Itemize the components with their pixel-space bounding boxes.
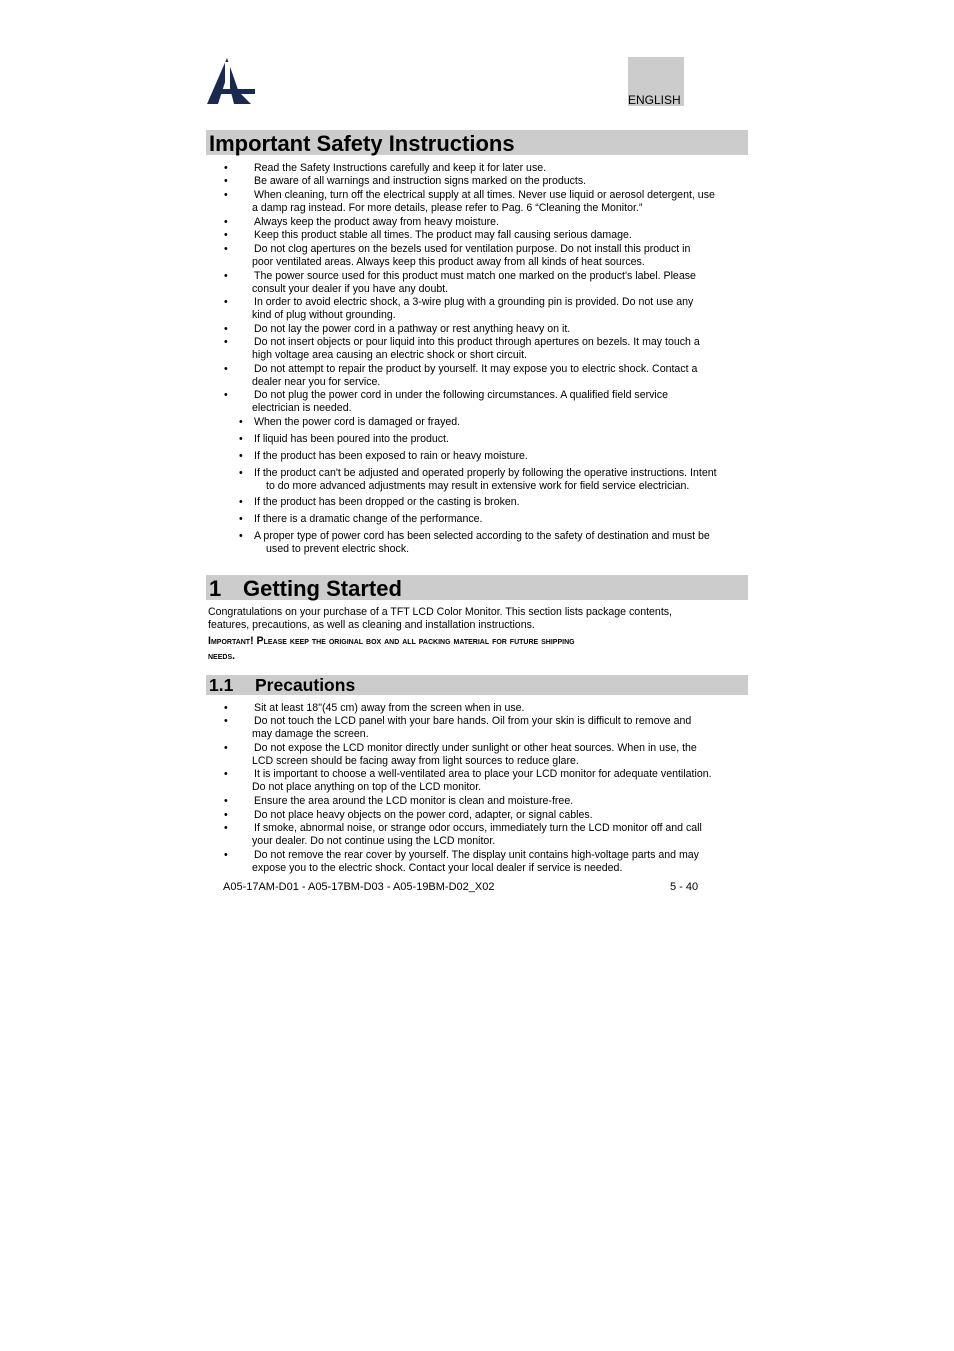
list-item-text: If smoke, abnormal noise, or strange odor occurs, immediately turn the LCD monitor off and call bbox=[254, 822, 702, 834]
list-item-text: a damp rag instead. For more details, please refer to Pag. 6 “Cleaning the Monitor.” bbox=[252, 202, 643, 214]
company-logo-icon bbox=[207, 56, 255, 106]
list-item-text: When cleaning, turn off the electrical supply at all times. Never use liquid or aerosol detergent, use bbox=[254, 189, 715, 201]
bullet-icon: • bbox=[224, 243, 228, 255]
section-number: 1 bbox=[209, 576, 222, 601]
getting-started-heading bbox=[206, 575, 748, 600]
bullet-icon: • bbox=[224, 809, 228, 821]
safety-title: Important Safety Instructions bbox=[209, 131, 515, 156]
bullet-icon: • bbox=[224, 189, 228, 201]
list-item-text: Ensure the area around the LCD monitor is clean and moisture-free. bbox=[254, 795, 574, 807]
list-item-text: to do more advanced adjustments may result in extensive work for field service electrician. bbox=[266, 480, 690, 492]
list-item-text: kind of plug without grounding. bbox=[252, 309, 396, 321]
subsection-number: 1.1 bbox=[209, 675, 234, 695]
section-title: Getting Started bbox=[243, 576, 402, 601]
important-note-line-2: needs. bbox=[208, 650, 236, 662]
list-item-text: A proper type of power cord has been selected according to the safety of destination and must be bbox=[254, 530, 710, 542]
bullet-icon: • bbox=[224, 849, 228, 861]
list-item-text: Do not touch the LCD panel with your bare hands. Oil from your skin is difficult to remove and bbox=[254, 715, 692, 727]
list-item-text: Keep this product stable all times. The product may fall causing serious damage. bbox=[254, 229, 632, 241]
bullet-icon: • bbox=[224, 336, 228, 348]
list-item-text: If liquid has been poured into the product. bbox=[254, 433, 449, 445]
bullet-icon: • bbox=[224, 702, 228, 714]
bullet-icon: • bbox=[224, 229, 228, 241]
list-item-text: poor ventilated areas. Always keep this product away from all kinds of heat sources. bbox=[252, 256, 645, 268]
intro-line-2: features, precautions, as well as cleaning and installation instructions. bbox=[208, 619, 535, 631]
list-item-text: If the product has been exposed to rain or heavy moisture. bbox=[254, 450, 528, 462]
list-item-text: consult your dealer if you have any doubt. bbox=[252, 283, 449, 295]
bullet-icon: • bbox=[224, 162, 228, 174]
bullet-icon: • bbox=[239, 467, 243, 479]
list-item-text: Do not place heavy objects on the power cord, adapter, or signal cables. bbox=[254, 809, 593, 821]
list-item-text: Do not place anything on top of the LCD monitor. bbox=[252, 781, 482, 793]
list-item-text: high voltage area causing an electric shock or short circuit. bbox=[252, 349, 527, 361]
footer-models: A05-17AM-D01 - A05-17BM-D03 - A05-19BM-D02_X02 bbox=[223, 881, 495, 893]
important-note-line-1: Important! Please keep the original box and all packing material for future shipping bbox=[208, 635, 575, 647]
list-item-text: electrician is needed. bbox=[252, 402, 352, 414]
list-item-text: Do not remove the rear cover by yourself. The display unit contains high-voltage parts and may bbox=[254, 849, 699, 861]
list-item-text: Always keep the product away from heavy moisture. bbox=[254, 216, 499, 228]
list-item-text: If the product has been dropped or the casting is broken. bbox=[254, 496, 520, 508]
safety-heading bbox=[206, 130, 748, 155]
bullet-icon: • bbox=[224, 822, 228, 834]
bullet-icon: • bbox=[239, 530, 243, 542]
list-item-text: expose you to the electric shock. Contact your local dealer if service is needed. bbox=[252, 862, 623, 874]
list-item-text: Do not attempt to repair the product by yourself. It may expose you to electric shock. Contact a bbox=[254, 363, 698, 375]
list-item-text: Do not lay the power cord in a pathway or rest anything heavy on it. bbox=[254, 323, 571, 335]
subsection-title: Precautions bbox=[255, 675, 356, 695]
bullet-icon: • bbox=[224, 363, 228, 375]
list-item-text: In order to avoid electric shock, a 3-wire plug with a grounding pin is provided. Do not use any bbox=[254, 296, 694, 308]
bullet-icon: • bbox=[239, 416, 243, 428]
list-item-text: Do not clog apertures on the bezels used for ventilation purpose. Do not install this product in bbox=[254, 243, 691, 255]
list-item-text: Do not insert objects or pour liquid into this product through apertures on bezels. It may touch a bbox=[254, 336, 700, 348]
list-item-text: It is important to choose a well-ventilated area to place your LCD monitor for adequate ventilation. bbox=[254, 768, 712, 780]
footer-page-number: 5 - 40 bbox=[670, 881, 699, 893]
list-item-text: Do not plug the power cord in under the following circumstances. A qualified field service bbox=[254, 389, 668, 401]
bullet-icon: • bbox=[239, 450, 243, 462]
list-item-text: dealer near you for service. bbox=[252, 376, 381, 388]
bullet-icon: • bbox=[224, 389, 228, 401]
list-item-text: Be aware of all warnings and instruction signs marked on the products. bbox=[254, 175, 587, 187]
list-item-text: Read the Safety Instructions carefully and keep it for later use. bbox=[254, 162, 547, 174]
list-item-text: If there is a dramatic change of the performance. bbox=[254, 513, 483, 525]
bullet-icon: • bbox=[224, 323, 228, 335]
list-item-text: Do not expose the LCD monitor directly under sunlight or other heat sources. When in use, the bbox=[254, 742, 697, 754]
list-item-text: When the power cord is damaged or frayed. bbox=[254, 416, 461, 428]
list-item-text: may damage the screen. bbox=[252, 728, 369, 740]
list-item-text: your dealer. Do not continue using the LCD monitor. bbox=[252, 835, 496, 847]
list-item-text: used to prevent electric shock. bbox=[266, 543, 410, 555]
list-item-text: Sit at least 18"(45 cm) away from the screen when in use. bbox=[254, 702, 525, 714]
language-label: ENGLISH bbox=[628, 93, 681, 107]
bullet-icon: • bbox=[224, 216, 228, 228]
bullet-icon: • bbox=[224, 768, 228, 780]
bullet-icon: • bbox=[224, 270, 228, 282]
precautions-heading bbox=[206, 675, 748, 695]
bullet-icon: • bbox=[224, 296, 228, 308]
list-item-text: The power source used for this product must match one marked on the product's label. Please bbox=[254, 270, 696, 282]
bullet-icon: • bbox=[239, 433, 243, 445]
bullet-icon: • bbox=[224, 742, 228, 754]
bullet-icon: • bbox=[224, 795, 228, 807]
intro-line-1: Congratulations on your purchase of a TFT LCD Color Monitor. This section lists package contents, bbox=[208, 606, 673, 618]
bullet-icon: • bbox=[224, 175, 228, 187]
bullet-icon: • bbox=[224, 715, 228, 727]
list-item-text: If the product can't be adjusted and operated properly by following the operative instructions. Intent bbox=[254, 467, 717, 479]
bullet-icon: • bbox=[239, 513, 243, 525]
bullet-icon: • bbox=[239, 496, 243, 508]
list-item-text: LCD screen should be facing away from light sources to reduce glare. bbox=[252, 755, 579, 767]
